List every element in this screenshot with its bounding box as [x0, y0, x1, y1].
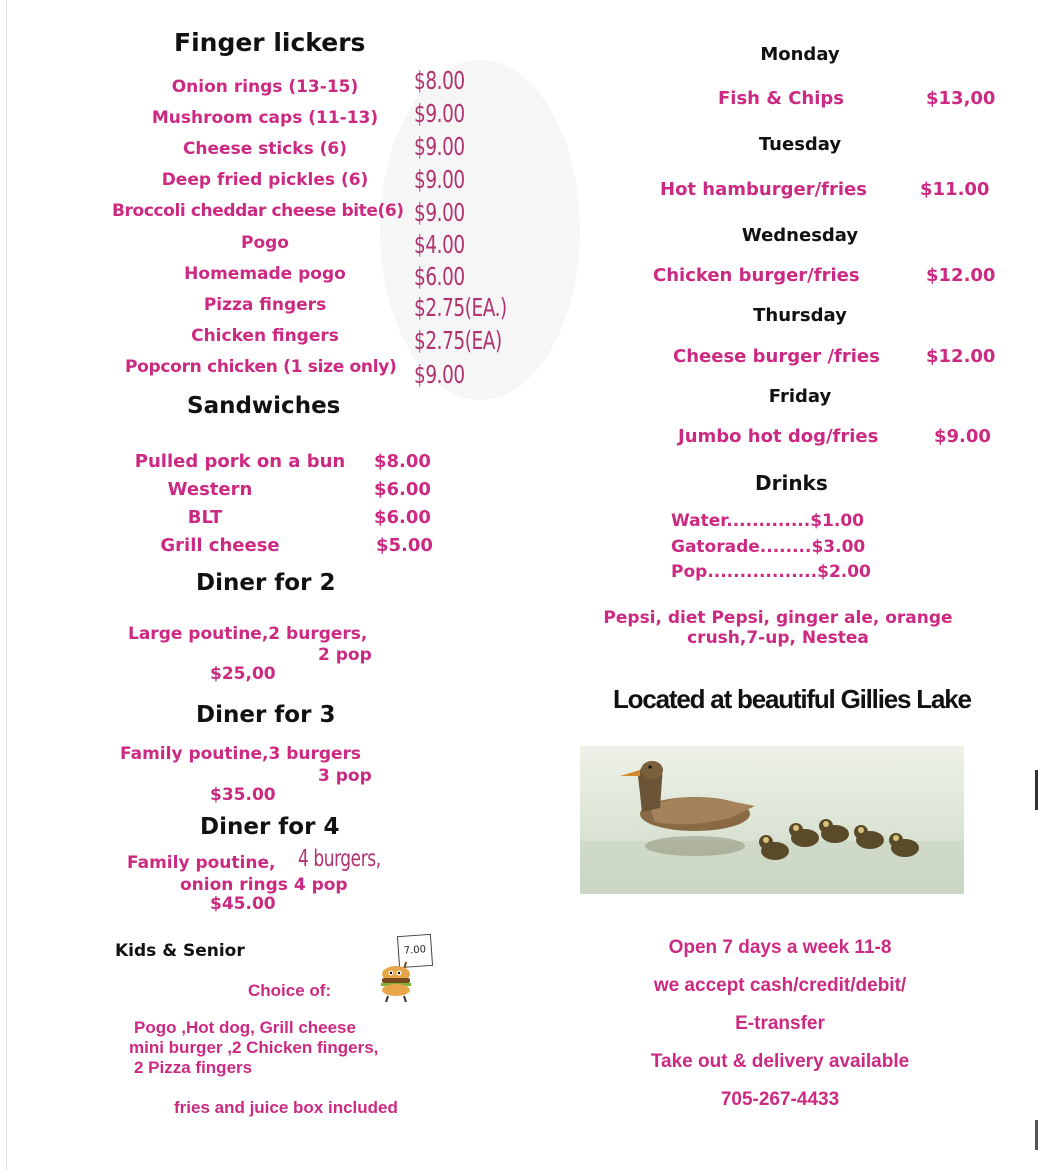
- kids-options-line2: mini burger ,2 Chicken fingers,: [129, 1038, 379, 1057]
- menu-item-price: $9.00: [414, 198, 465, 227]
- drink-row: [671, 562, 871, 582]
- sandwich-price: $6.00: [374, 507, 431, 528]
- special-item: Cheese burger /fries: [673, 346, 880, 367]
- drink-price: $2.00: [817, 562, 871, 582]
- special-price: $12.00: [926, 346, 996, 367]
- diner-for-2-line2: 2 pop: [318, 645, 372, 665]
- drink-price: $1.00: [810, 511, 864, 531]
- drink-row: [671, 537, 865, 557]
- phone-number: 705-267-4433: [720, 1089, 840, 1110]
- menu-item-price: $4.00: [414, 230, 465, 259]
- diner-for-3-title: Diner for 3: [196, 702, 336, 728]
- special-item: Fish & Chips: [718, 88, 845, 109]
- diner-for-4-price: $45.00: [210, 894, 276, 914]
- burger-mascot-icon: [376, 960, 416, 1002]
- price-sign: 7.00: [397, 934, 433, 968]
- takeout-text: Take out & delivery available: [650, 1051, 910, 1072]
- drinks-title: Drinks: [755, 471, 828, 495]
- menu-item-price: $2.75(EA.): [414, 293, 507, 322]
- drink-dots: ........: [759, 537, 812, 557]
- kids-choice-label: Choice of:: [248, 981, 332, 1000]
- sandwich-name: Grill cheese: [160, 535, 280, 556]
- menu-item-price: $9.00: [414, 132, 465, 161]
- menu-item-name: Homemade pogo: [184, 264, 346, 284]
- menu-item-name: Cheese sticks (6): [182, 139, 348, 159]
- sandwich-price: $5.00: [376, 535, 433, 556]
- menu-item-name: Pizza fingers: [203, 295, 327, 315]
- menu-item-price: $8.00: [414, 66, 465, 95]
- special-price: $11.00: [920, 179, 990, 200]
- duck-photo: [580, 746, 964, 894]
- day-wednesday: Wednesday: [741, 225, 859, 246]
- menu-item-name: Pogo: [241, 233, 289, 253]
- special-price: $12.00: [926, 265, 996, 286]
- special-item: Jumbo hot dog/fries: [678, 426, 879, 447]
- day-friday: Friday: [768, 386, 832, 407]
- menu-item-price: $9.00: [414, 99, 465, 128]
- payment-text-2: E-transfer: [735, 1013, 825, 1034]
- sandwich-name: BLT: [187, 507, 223, 528]
- menu-item-name: Deep fried pickles (6): [161, 170, 369, 190]
- sandwich-name: Pulled pork on a bun: [134, 451, 346, 472]
- menu-item-name: Broccoli cheddar cheese bite(6): [112, 201, 404, 221]
- sandwich-price: $6.00: [374, 479, 431, 500]
- diner-for-3-price: $35.00: [210, 785, 276, 805]
- location-heading: Located at beautiful Gillies Lake: [613, 684, 971, 714]
- menu-item-name: Mushroom caps (11-13): [151, 108, 379, 128]
- diner-for-3-line1: Family poutine,3 burgers: [120, 744, 362, 764]
- diner-for-4-title: Diner for 4: [200, 814, 340, 840]
- diner-for-4-burgers: 4 burgers,: [298, 846, 381, 872]
- drinks-note-line1: Pepsi, diet Pepsi, ginger ale, orange: [603, 608, 953, 628]
- sandwich-price: $8.00: [374, 451, 431, 472]
- special-item: Chicken burger/fries: [653, 265, 860, 286]
- sandwich-name: Western: [167, 479, 253, 500]
- diner-for-4-line2: onion rings 4 pop: [180, 875, 348, 895]
- menu-item-price: $2.75(EA): [414, 326, 502, 355]
- menu-item-name: Chicken fingers: [191, 326, 339, 346]
- diner-for-2-price: $25,00: [210, 664, 276, 684]
- special-item: Hot hamburger/fries: [660, 179, 867, 200]
- drink-row: [671, 511, 864, 531]
- menu-item-name: Popcorn chicken (1 size only): [125, 357, 397, 377]
- drink-name: Water: [671, 511, 727, 531]
- sandwiches-title: Sandwiches: [187, 393, 341, 419]
- duck-illustration: [580, 746, 964, 894]
- menu-item-price: $9.00: [414, 360, 465, 389]
- drink-name: Pop: [671, 562, 708, 582]
- day-thursday: Thursday: [753, 305, 847, 326]
- diner-for-2-title: Diner for 2: [196, 570, 336, 596]
- kids-footer: fries and juice box included: [174, 1098, 398, 1117]
- diner-for-2-line1: Large poutine,2 burgers,: [128, 624, 368, 644]
- drinks-note-line2: crush,7-up, Nestea: [687, 628, 869, 648]
- menu-item-name: Onion rings (13-15): [171, 77, 359, 97]
- page-edge: [6, 0, 7, 1170]
- kids-senior-title: Kids & Senior: [115, 941, 245, 961]
- diner-for-4-line1: Family poutine,: [127, 853, 276, 873]
- special-price: $9.00: [934, 426, 991, 447]
- drink-price: $3.00: [811, 537, 866, 557]
- drink-dots: .............: [726, 511, 811, 531]
- kids-options-line1: Pogo ,Hot dog, Grill cheese: [134, 1018, 356, 1037]
- kids-options-line3: 2 Pizza fingers: [134, 1058, 253, 1077]
- menu-item-price: $6.00: [414, 262, 465, 291]
- payment-text: we accept cash/credit/debit/: [653, 975, 907, 996]
- drink-dots: .................: [707, 562, 818, 582]
- day-tuesday: Tuesday: [758, 134, 842, 155]
- finger-lickers-title: Finger lickers: [174, 28, 366, 57]
- diner-for-3-line2: 3 pop: [318, 766, 372, 786]
- day-monday: Monday: [760, 44, 840, 65]
- special-price: $13,00: [926, 88, 996, 109]
- menu-item-price: $9.00: [414, 165, 465, 194]
- drink-name: Gatorade: [671, 537, 760, 557]
- hours-text: Open 7 days a week 11-8: [668, 937, 892, 958]
